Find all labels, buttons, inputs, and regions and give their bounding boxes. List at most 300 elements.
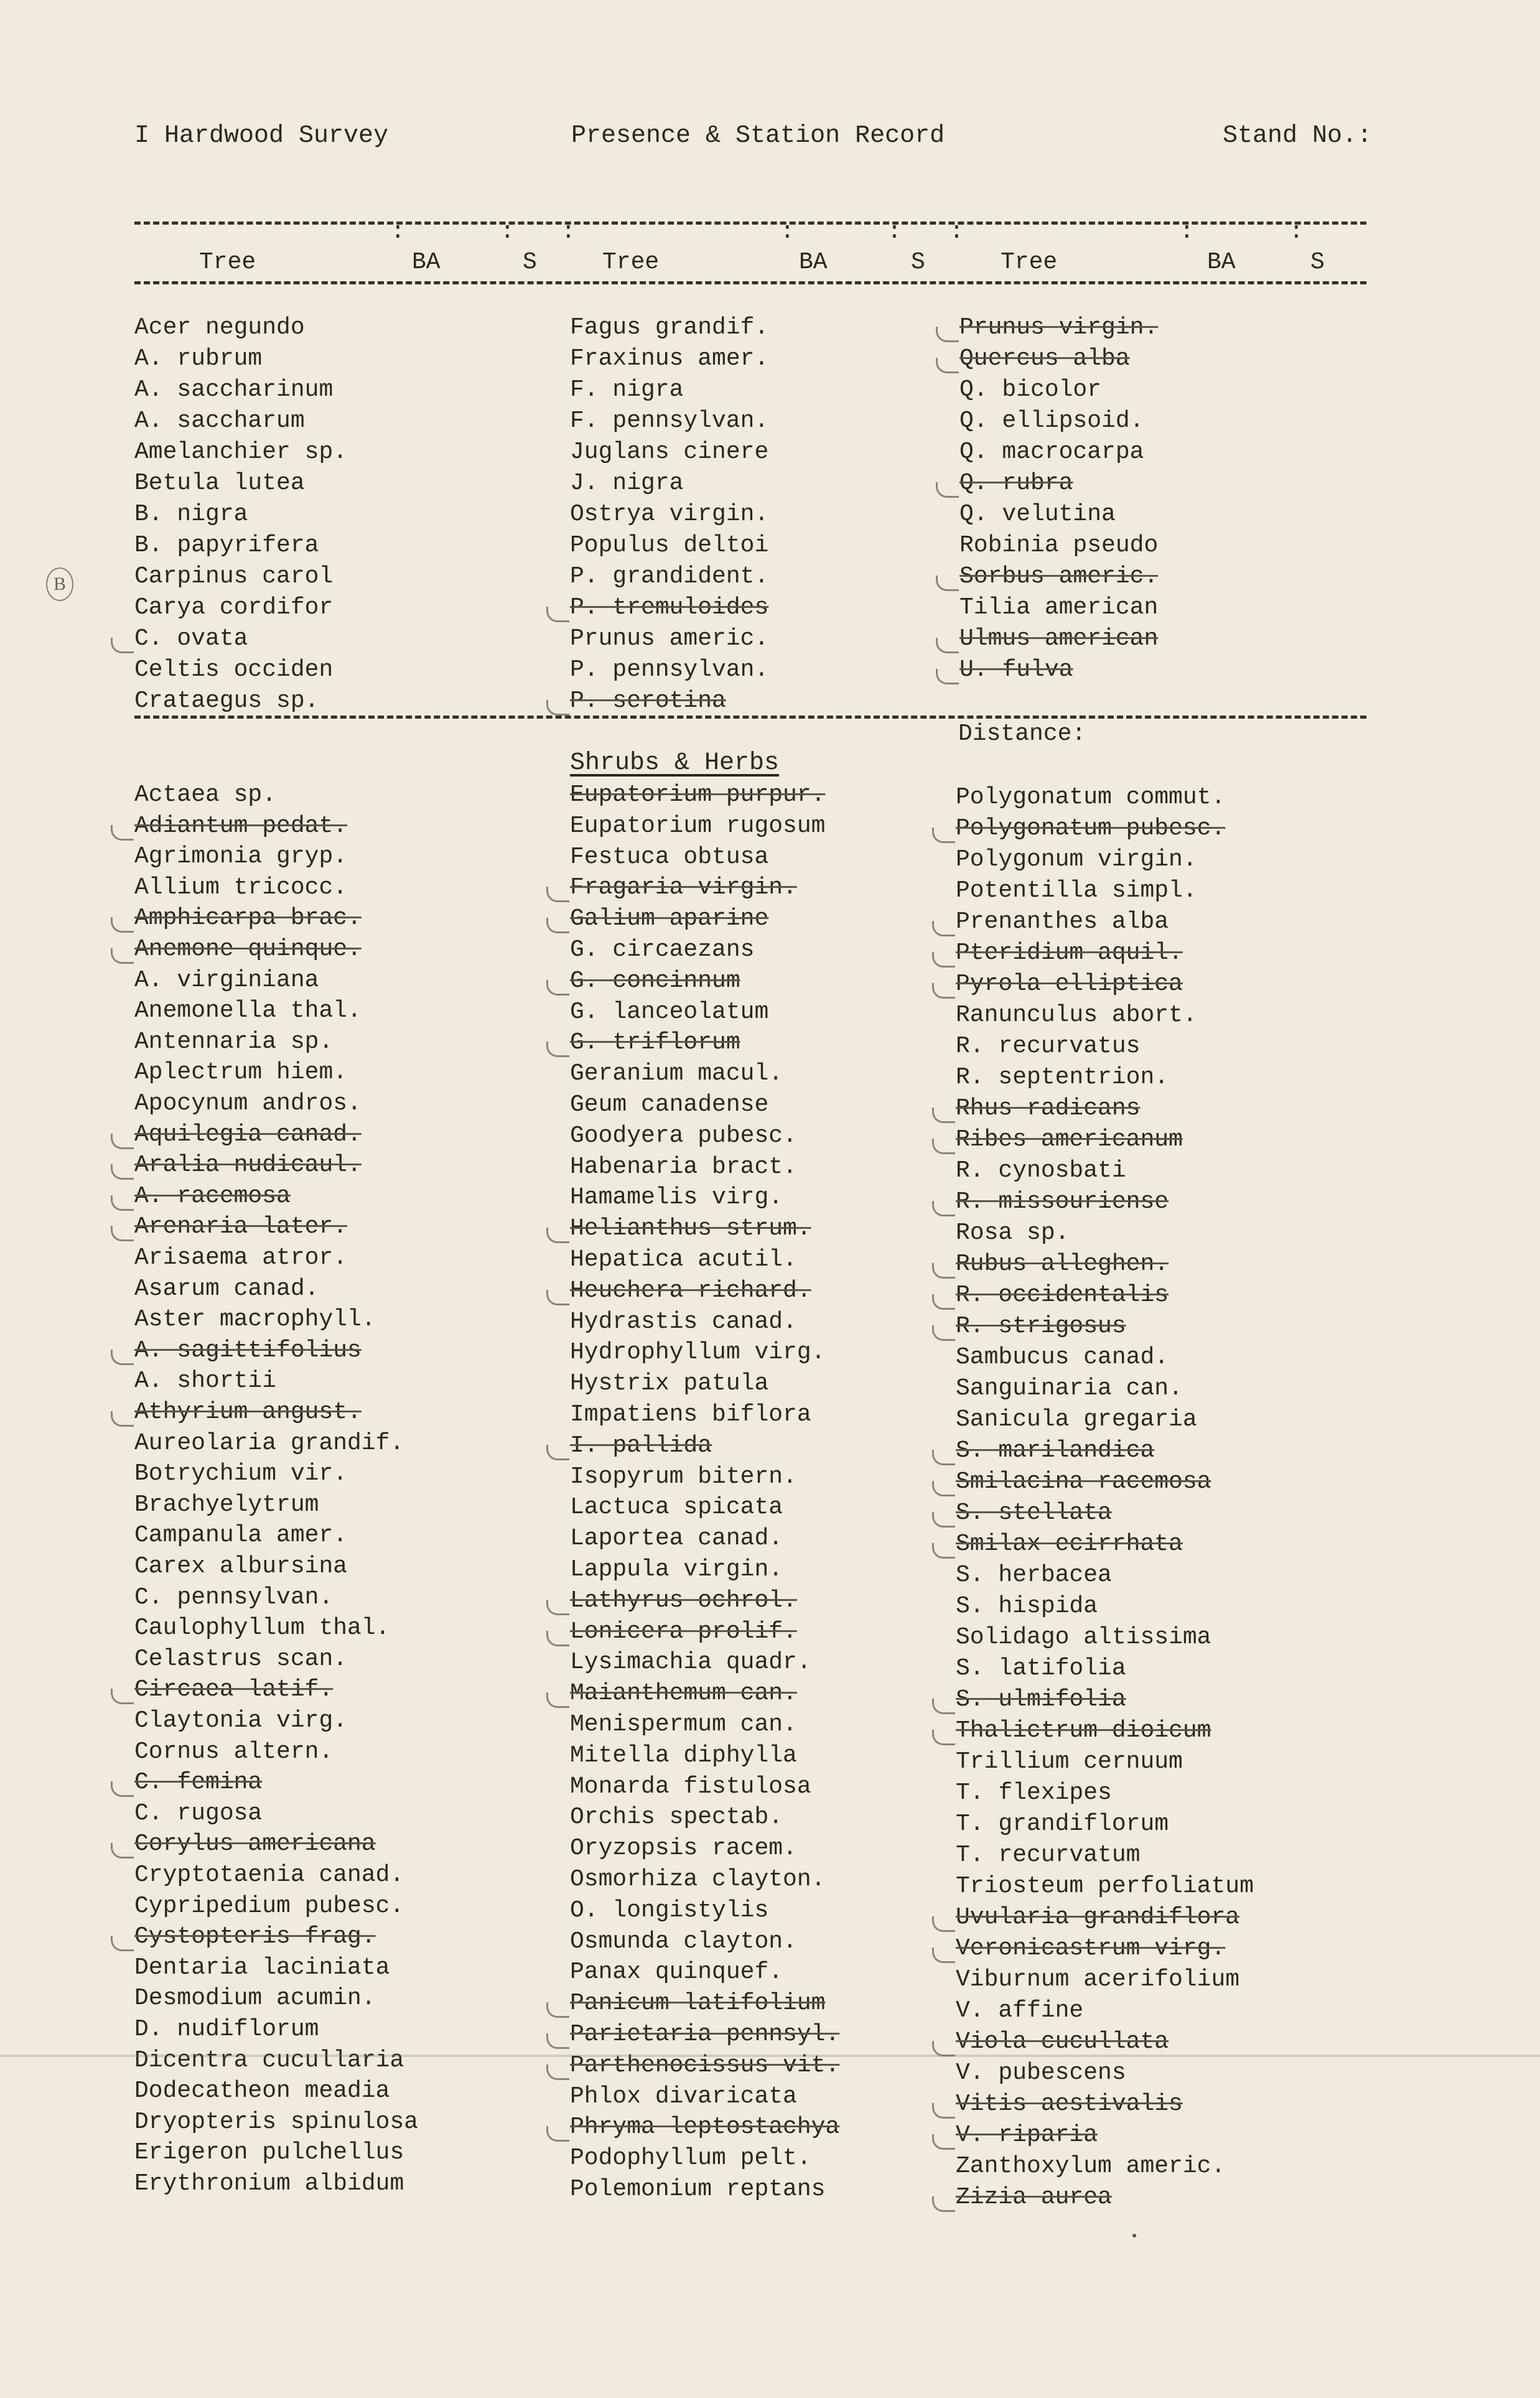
species-entry [134, 1029, 333, 1055]
species-name: R. cynosbati [956, 1157, 1126, 1184]
species-name: Ranunculus abort. [956, 1002, 1197, 1029]
check-mark-icon [111, 638, 134, 653]
species-entry [956, 1157, 1126, 1184]
species-entry [956, 971, 1183, 997]
species-name: Carya cordifor [134, 594, 334, 621]
species-name: Carpinus carol [134, 563, 334, 590]
tree-head-1: Tree [199, 249, 256, 276]
species-name: Dicentra cucullaria [134, 2046, 404, 2074]
tree-head-2: Tree [602, 249, 660, 276]
species-entry [134, 2047, 404, 2074]
species-entry [134, 1368, 276, 1394]
species-entry [570, 594, 768, 621]
species-name: S. hispida [956, 1593, 1098, 1620]
species-name: Parthenocissus vit. [570, 2051, 840, 2079]
species-entry [956, 940, 1183, 966]
check-mark-icon [546, 887, 569, 902]
species-name: Amphicarpa brac. [134, 905, 362, 932]
species-entry [570, 376, 683, 403]
species-name: P. grandident. [570, 563, 769, 590]
species-entry [570, 439, 768, 465]
species-name: Amelanchier sp. [134, 439, 348, 465]
species-name: Geum canadense [570, 1091, 769, 1118]
dashed-rule-header [134, 281, 1366, 284]
species-name: V. affine [956, 1997, 1084, 2024]
species-name: Caulophyllum thal. [134, 1615, 390, 1642]
form-header [134, 122, 1372, 159]
species-entry [570, 1184, 783, 1211]
species-entry [570, 1122, 797, 1149]
species-entry [570, 2114, 839, 2140]
stand-number-label: Stand No.: [1222, 122, 1372, 150]
species-name: Sanguinaria can. [956, 1375, 1183, 1402]
species-name: I. pallida [570, 1432, 712, 1459]
species-entry [959, 408, 1144, 434]
species-name: Brachyelytrum [134, 1491, 319, 1518]
species-entry [134, 781, 276, 808]
species-name: Prunus virgin. [959, 314, 1159, 341]
ba-head-1: BA [412, 249, 441, 276]
species-entry [570, 1711, 797, 1738]
species-name: Ulmus american [959, 625, 1159, 652]
species-entry [134, 2109, 418, 2135]
species-entry [956, 908, 1169, 935]
check-mark-icon [546, 1692, 569, 1708]
species-entry [956, 1717, 1211, 1744]
species-entry [959, 501, 1116, 528]
species-entry [956, 1873, 1254, 1900]
species-entry [134, 936, 362, 963]
species-name: Apocynum andros. [134, 1090, 362, 1117]
species-entry [956, 1406, 1197, 1433]
species-name: Menispermum can. [570, 1711, 797, 1738]
species-entry [570, 1339, 825, 1366]
species-entry [956, 1468, 1211, 1495]
species-entry [956, 2060, 1126, 2086]
species-entry [134, 1121, 362, 1148]
species-name: Goodyera pubesc. [570, 1122, 797, 1149]
species-name: Galium aparine [570, 905, 769, 933]
check-mark-icon [932, 1294, 955, 1310]
species-name: Fraxinus amer. [570, 345, 769, 372]
distance-label: Distance: [958, 721, 1086, 747]
species-entry [134, 1923, 376, 1950]
species-entry [570, 874, 797, 901]
species-entry [570, 936, 754, 963]
species-entry [134, 1831, 376, 1857]
species-name: Rhus radicans [956, 1095, 1141, 1122]
species-entry [134, 1460, 347, 1487]
species-entry [959, 439, 1144, 465]
species-entry [956, 1997, 1083, 2024]
column-separator-colon: : [561, 218, 576, 245]
species-entry [570, 1835, 797, 1862]
species-entry [134, 1893, 404, 1920]
column-separator-colon: : [500, 218, 515, 245]
check-mark-icon [932, 952, 955, 968]
species-name: Lysimachia quadr. [570, 1649, 811, 1676]
species-name: Fragaria virgin. [570, 874, 797, 902]
species-entry [134, 532, 319, 559]
species-entry [134, 1306, 376, 1333]
species-entry [956, 1095, 1140, 1122]
species-entry [570, 1463, 797, 1490]
species-entry [134, 1399, 362, 1425]
species-entry [570, 470, 683, 497]
species-name: Aquilegia canad. [134, 1121, 362, 1148]
species-entry [134, 1707, 347, 1734]
species-entry [956, 1126, 1183, 1153]
species-name: R. strigosus [956, 1313, 1126, 1340]
species-entry [134, 1646, 347, 1673]
species-entry [134, 470, 305, 497]
species-name: Juglans cinere [570, 439, 769, 465]
species-entry [570, 1742, 797, 1769]
species-entry [570, 656, 768, 683]
species-name: Betula lutea [134, 470, 305, 497]
species-name: Erythronium albidum [134, 2170, 404, 2197]
species-name: Arenaria later. [134, 1213, 348, 1241]
species-name: Cystopteris frag. [134, 1923, 376, 1951]
survey-title: I Hardwood Survey [134, 122, 389, 150]
species-entry [134, 1522, 347, 1549]
species-name: Impatiens biflora [570, 1401, 811, 1428]
species-name: Lonicera prolif. [570, 1618, 797, 1645]
species-name: Polemonium reptans [570, 2176, 826, 2203]
species-entry [134, 1985, 376, 2012]
check-mark-icon [546, 2002, 569, 2018]
species-name: Antennaria sp. [134, 1028, 334, 1055]
s-head-2: S [911, 249, 925, 276]
species-entry [134, 408, 305, 434]
species-entry [570, 968, 740, 994]
species-name: F. pennsylvan. [570, 408, 769, 434]
check-mark-icon [932, 1481, 955, 1496]
species-name: P. pennsylvan. [570, 656, 769, 683]
species-name: R. missouriense [956, 1188, 1169, 1215]
species-name: Hamamelis virg. [570, 1184, 783, 1211]
species-entry [570, 688, 726, 714]
species-name: A. saccharinum [134, 376, 334, 403]
species-entry [956, 1531, 1183, 1557]
species-name: Dodecatheon meadia [134, 2078, 390, 2105]
species-name: Habenaria bract. [570, 1153, 797, 1180]
ba-head-2: BA [799, 249, 828, 276]
species-entry [956, 815, 1225, 842]
species-name: Heuchera richard. [570, 1277, 811, 1304]
species-entry [570, 813, 825, 839]
species-name: Prunus americ. [570, 625, 769, 652]
species-name: Botrychium vir. [134, 1460, 348, 1488]
species-entry [956, 784, 1225, 811]
species-name: Circaea latif. [134, 1676, 334, 1704]
species-name: Smilacina racemosa [956, 1468, 1211, 1495]
species-name: Q. velutina [959, 501, 1116, 528]
species-entry [570, 625, 768, 652]
species-entry [134, 314, 305, 341]
s-head-1: S [523, 249, 537, 276]
species-entry [134, 501, 248, 528]
species-name: C. ovata [134, 625, 248, 652]
species-name: Cryptotaenia canad. [134, 1862, 404, 1888]
species-entry [570, 1680, 797, 1707]
species-entry [959, 532, 1158, 559]
check-mark-icon [111, 825, 134, 841]
species-name: Erigeron pulchellus [134, 2139, 404, 2167]
species-entry [134, 625, 248, 652]
species-entry [570, 844, 768, 870]
species-entry [134, 2139, 404, 2166]
species-name: Anemonella thal. [134, 997, 362, 1025]
species-name: B. nigra [134, 501, 248, 528]
species-name: Rubus alleghen. [956, 1251, 1169, 1277]
species-entry [570, 1215, 811, 1242]
species-name: S. latifolia [956, 1655, 1126, 1682]
species-entry [570, 1556, 783, 1583]
species-entry [570, 1370, 768, 1397]
species-name: Quercus alba [959, 345, 1130, 372]
check-mark-icon [932, 2103, 955, 2119]
species-entry [956, 1748, 1183, 1775]
species-name: Q. macrocarpa [959, 439, 1144, 465]
species-entry [134, 2170, 404, 2197]
check-mark-icon [936, 638, 959, 653]
species-entry [134, 1430, 404, 1457]
species-name: Polygonatum commut. [956, 784, 1226, 811]
species-entry [134, 1954, 390, 1981]
check-mark-icon [932, 1512, 955, 1528]
species-entry [956, 846, 1197, 873]
check-mark-icon [932, 1108, 955, 1123]
species-entry [959, 625, 1158, 652]
species-name: Uvularia grandiflora [956, 1904, 1240, 1931]
circled-b-mark: B [46, 567, 73, 601]
species-name: Pyrola elliptica [956, 971, 1183, 997]
species-entry [956, 1624, 1211, 1651]
species-name: U. fulva [959, 656, 1073, 683]
check-mark-icon [111, 1411, 134, 1427]
check-mark-icon [111, 1195, 134, 1211]
species-name: Helianthus strum. [570, 1215, 811, 1243]
species-name: A. rubrum [134, 345, 263, 372]
check-mark-icon [546, 1290, 569, 1305]
column-separator-colon: : [391, 218, 405, 245]
species-entry [956, 1780, 1112, 1806]
species-entry [570, 999, 768, 1025]
species-entry [134, 1676, 333, 1703]
species-name: Desmodium acumin. [134, 1985, 376, 2012]
check-mark-icon [936, 576, 959, 591]
species-name: Vitis aestivalis [956, 2091, 1183, 2117]
species-entry [959, 314, 1158, 341]
tree-head-3: Tree [1001, 249, 1058, 276]
species-entry [956, 2122, 1098, 2148]
species-name: Q. ellipsoid. [959, 408, 1144, 434]
species-entry [570, 532, 768, 559]
check-mark-icon [932, 1139, 955, 1154]
species-entry [956, 1811, 1169, 1837]
check-mark-icon [546, 2033, 569, 2049]
species-name: Aralia nudicaul. [134, 1152, 362, 1179]
check-mark-icon [546, 700, 569, 716]
species-entry [134, 1244, 347, 1271]
species-entry [134, 2016, 319, 2043]
species-entry [570, 1494, 783, 1521]
check-mark-icon [111, 1781, 134, 1797]
species-name: Panicum latifolium [570, 1990, 826, 2017]
species-name: P. tremuloides [570, 594, 769, 621]
check-mark-icon [546, 1228, 569, 1243]
species-name: A. sagittifolius [134, 1337, 362, 1364]
species-entry [956, 1655, 1126, 1682]
species-entry [956, 1188, 1169, 1215]
species-name: Fagus grandif. [570, 314, 769, 341]
species-name: Hepatica acutil. [570, 1246, 797, 1273]
species-entry [134, 1800, 262, 1827]
species-name: Isopyrum bitern. [570, 1463, 797, 1490]
species-name: Lappula virgin. [570, 1556, 783, 1583]
species-name: Hydrophyllum virg. [570, 1339, 826, 1366]
species-name: Maianthemum can. [570, 1680, 797, 1707]
check-mark-icon [546, 1600, 569, 1615]
species-entry [956, 1562, 1112, 1589]
check-mark-icon [546, 2064, 569, 2080]
check-mark-icon [111, 1134, 134, 1149]
tree-column-headers [134, 249, 1366, 280]
species-entry [956, 2028, 1169, 2055]
species-name: Cypripedium pubesc. [134, 1892, 404, 1920]
species-name: Solidago altissima [956, 1624, 1211, 1651]
species-name: V. riparia [956, 2122, 1098, 2148]
species-name: Phlox divaricata [570, 2083, 797, 2110]
species-entry [956, 877, 1197, 904]
species-name: Viburnum acerifolium [956, 1966, 1240, 1993]
species-name: Athyrium angust. [134, 1399, 362, 1425]
species-name: C. pennsylvan. [134, 1584, 334, 1611]
species-entry [570, 1091, 768, 1118]
check-mark-icon [111, 1350, 134, 1365]
species-entry [956, 1282, 1169, 1309]
species-entry [134, 1337, 362, 1364]
species-name: Podophyllum pelt. [570, 2145, 811, 2172]
check-mark-icon [932, 1543, 955, 1559]
species-entry [134, 997, 362, 1024]
check-mark-icon [932, 1916, 955, 1932]
species-entry [134, 1615, 390, 1641]
species-entry [959, 470, 1073, 497]
species-name: Lathyrus ochrol. [570, 1587, 797, 1614]
species-name: Celastrus scan. [134, 1645, 348, 1673]
species-name: Polygonatum pubesc. [956, 815, 1226, 842]
species-entry [134, 345, 262, 372]
species-entry [956, 1686, 1126, 1713]
dashed-rule-middle [134, 716, 1366, 719]
species-name: Festuca obtusa [570, 843, 769, 870]
species-entry [956, 1251, 1169, 1277]
paper-fold-crease [0, 2055, 1540, 2057]
species-name: Prenanthes alba [956, 908, 1169, 935]
check-mark-icon [546, 607, 569, 622]
species-entry [956, 1935, 1225, 1962]
species-entry [570, 1246, 797, 1273]
check-mark-icon [111, 1164, 134, 1180]
species-name: Acer negundo [134, 314, 305, 341]
species-name: O. longistylis [570, 1896, 769, 1924]
species-entry [134, 688, 319, 714]
species-name: Sambucus canad. [956, 1344, 1169, 1371]
species-name: Orchis spectab. [570, 1804, 783, 1831]
check-mark-icon [546, 918, 569, 933]
species-name: Dentaria laciniata [134, 1954, 390, 1981]
species-name: Osmorhiza clayton. [570, 1866, 826, 1893]
species-entry [956, 1904, 1239, 1931]
species-entry [134, 1090, 362, 1117]
species-entry [134, 1738, 333, 1765]
species-name: Lactuca spicata [570, 1494, 783, 1521]
shrubs-herbs-heading: Shrubs & Herbs [570, 749, 780, 777]
species-name: Veronicastrum virg. [956, 1935, 1226, 1962]
species-entry [570, 345, 768, 372]
species-name: Cornus altern. [134, 1738, 334, 1765]
species-entry [570, 1060, 783, 1087]
species-entry [959, 594, 1158, 621]
species-entry [134, 439, 347, 465]
column-separator-colon: : [887, 218, 902, 245]
species-name: Ribes americanum [956, 1126, 1183, 1153]
species-name: Arisaema atror. [134, 1244, 348, 1271]
species-entry [134, 1553, 347, 1580]
species-name: T. flexipes [956, 1780, 1112, 1806]
species-name: Carex albursina [134, 1553, 348, 1580]
species-name: Aster macrophyll. [134, 1306, 376, 1333]
species-name: Rosa sp. [956, 1220, 1070, 1246]
species-entry [570, 1649, 811, 1676]
species-entry [956, 1437, 1154, 1464]
species-name: Phryma leptostachya [570, 2114, 840, 2141]
species-name: Zanthoxylum americ. [956, 2153, 1226, 2180]
species-entry [134, 594, 333, 621]
species-name: G. concinnum [570, 967, 740, 994]
species-name: G. circaezans [570, 936, 755, 963]
check-mark-icon [932, 1201, 955, 1216]
species-name: Hydrastis canad. [570, 1308, 797, 1335]
species-entry [570, 2176, 825, 2203]
species-entry [134, 2078, 390, 2104]
species-name: Osmunda clayton. [570, 1928, 797, 1955]
species-name: F. nigra [570, 376, 684, 403]
species-name: G. triflorum [570, 1029, 740, 1057]
species-entry [570, 2145, 811, 2172]
species-name: Aplectrum hiem. [134, 1059, 348, 1086]
column-separator-colon: : [1180, 218, 1194, 245]
check-mark-icon [546, 2126, 569, 2142]
species-name: S. ulmifolia [956, 1686, 1126, 1713]
species-entry [570, 563, 768, 590]
species-name: A. saccharum [134, 408, 305, 434]
check-mark-icon [932, 828, 955, 843]
species-name: T. recurvatum [956, 1842, 1141, 1868]
species-name: Monarda fistulosa [570, 1773, 811, 1800]
check-mark-icon [932, 1450, 955, 1465]
species-name: Corylus americana [134, 1831, 376, 1858]
species-entry [134, 1183, 291, 1210]
species-name: Parietaria pennsyl. [570, 2021, 840, 2048]
species-name: R. occidentalis [956, 1282, 1169, 1309]
check-mark-icon [936, 669, 959, 684]
species-entry [134, 1152, 362, 1178]
species-name: Ostrya virgin. [570, 501, 769, 528]
species-name: Actaea sp. [134, 781, 277, 808]
